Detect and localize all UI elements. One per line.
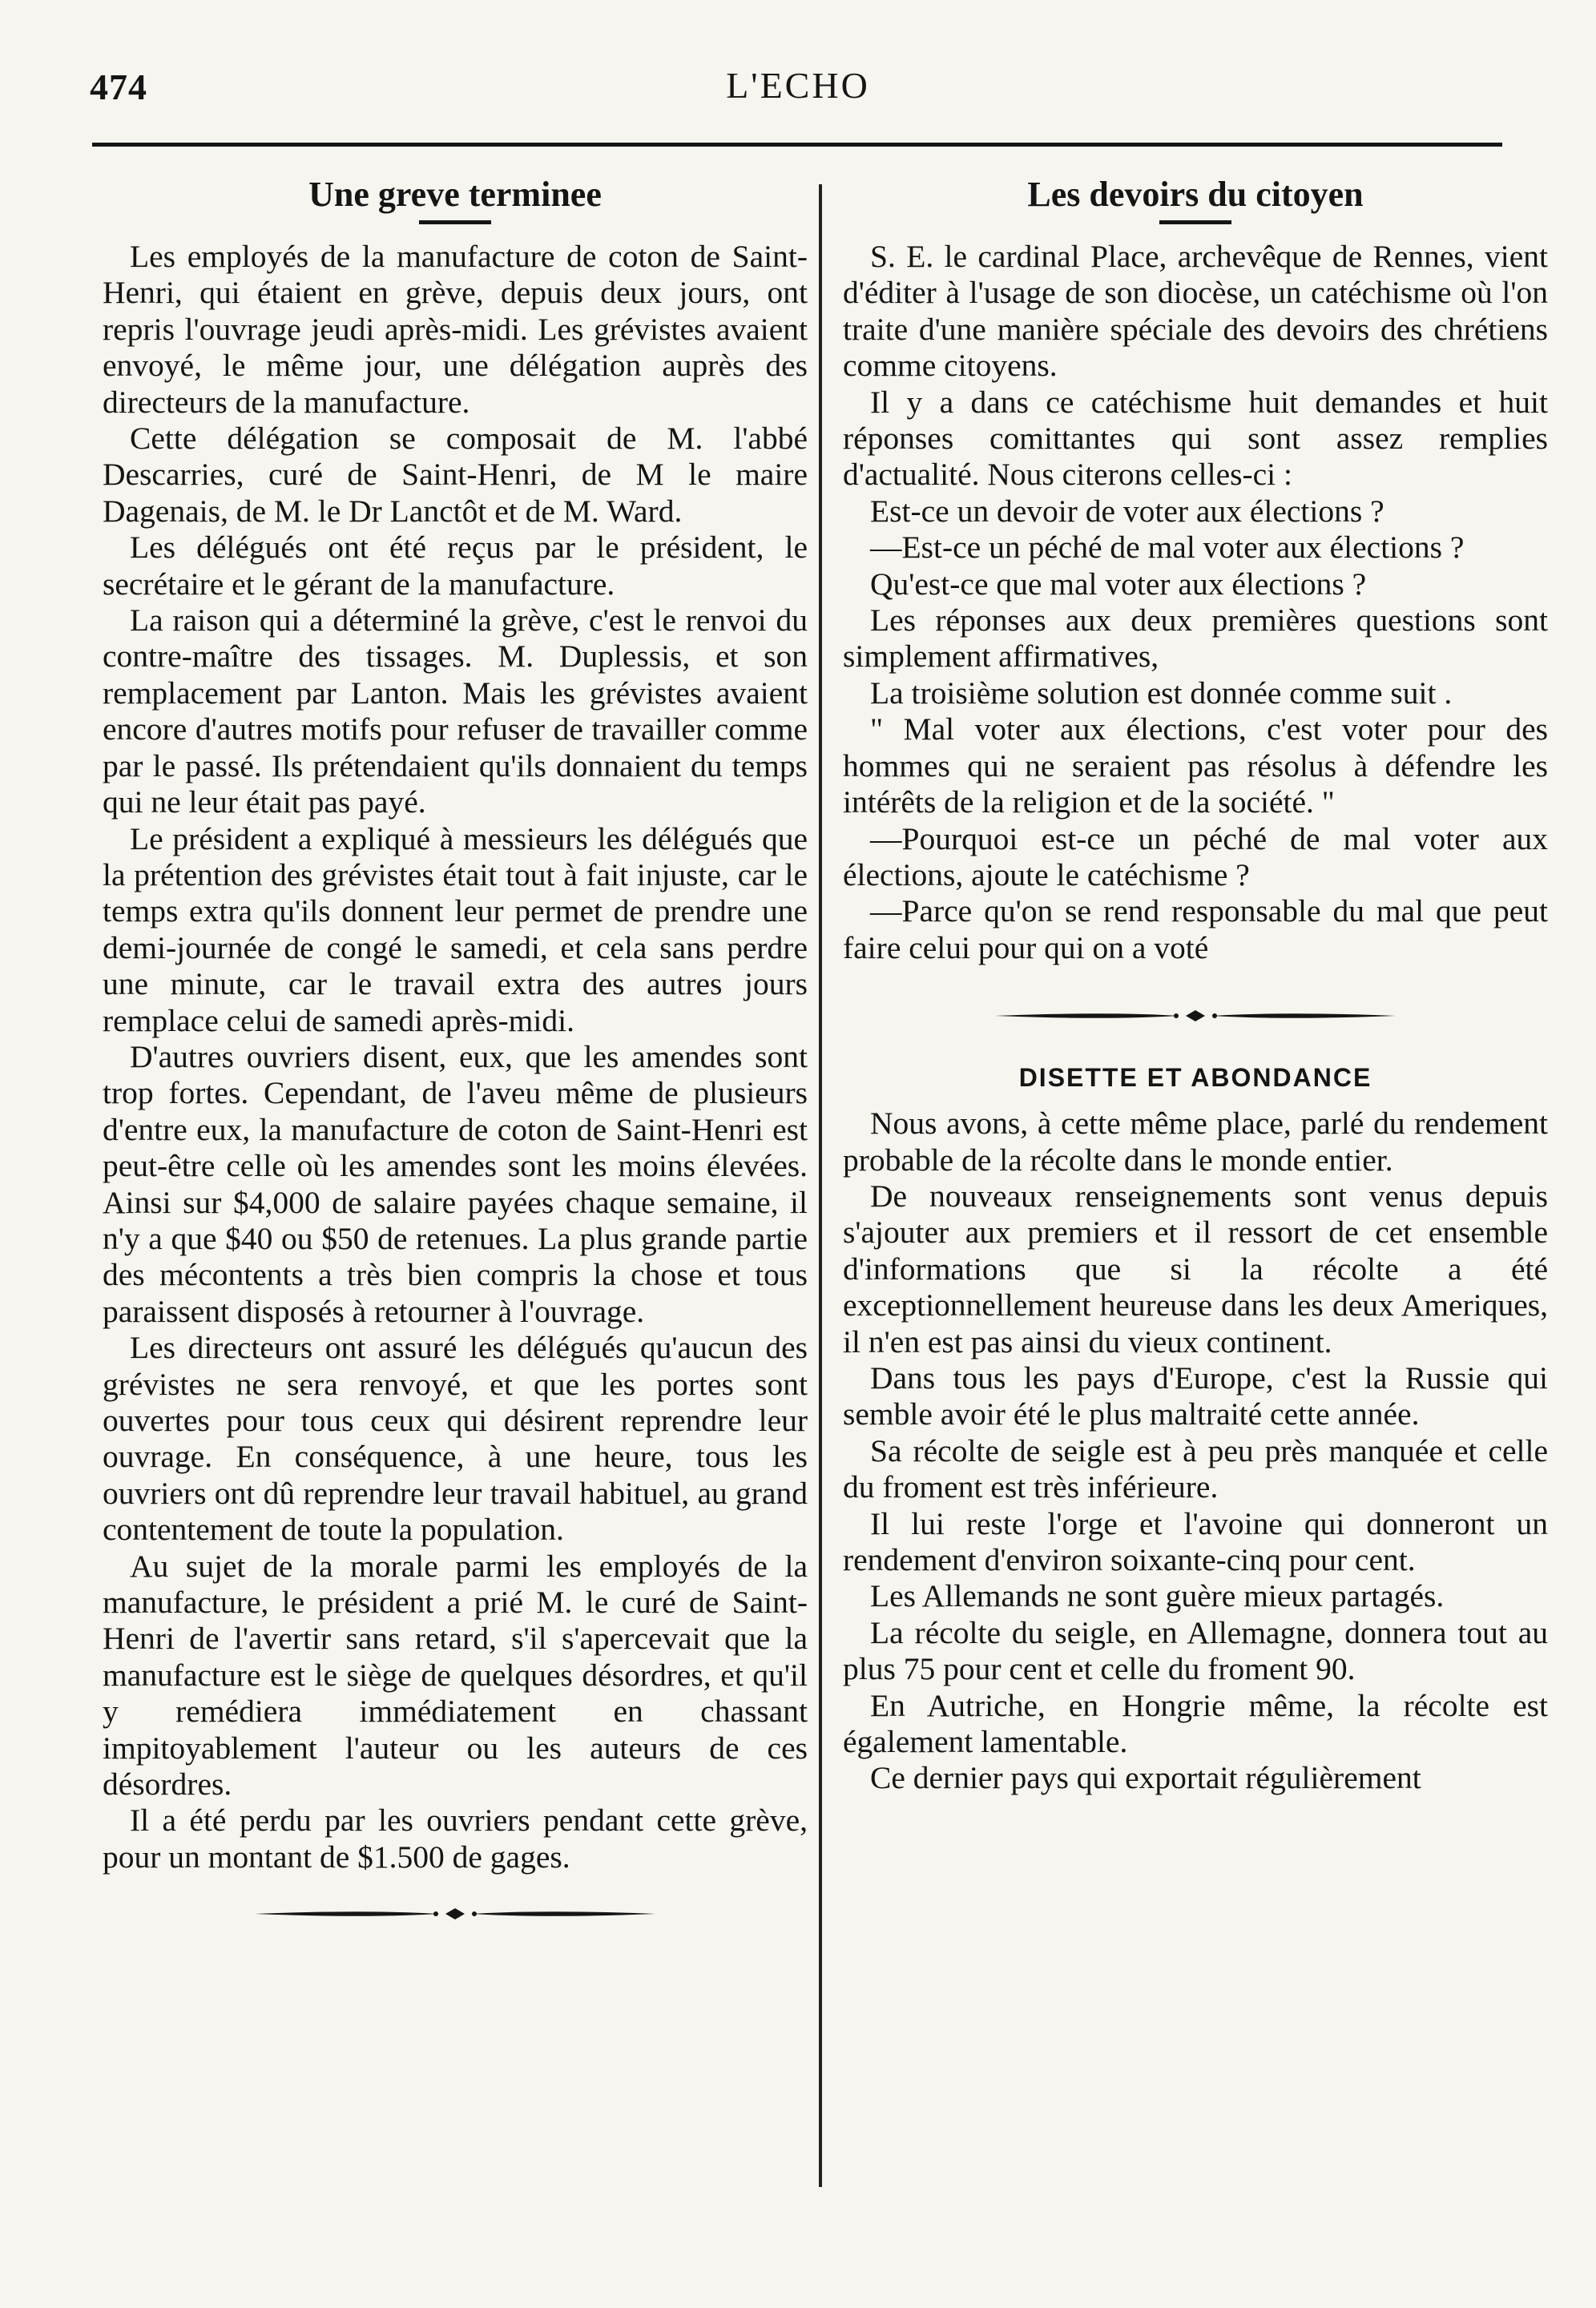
paragraph: La raison qui a déterminé la grève, c'est le renvoi du contre-maître des tissages. M. Duplessis, et son remplacement par Lanton. Mais les grévistes avaient encore d'autres motifs pour refuser de travailler comme par le passé. Ils prétendaient qu'ils donnaient du temps qui ne leur était pas payé.: [103, 602, 808, 820]
paragraph: " Mal voter aux élections, c'est voter pour des hommes qui ne seraient pas résolus à défendre les intérêts de la religion et de la société. ": [843, 711, 1548, 820]
top-rule: [92, 143, 1502, 147]
paragraph: Les directeurs ont assuré les délégués qu'aucun des grévistes ne sera renvoyé, et que les portes sont ouvertes pour tous ceux qui désirent reprendre leur ouvrage. En conséquence, à une heure, tous les ouvriers ont dû reprendre leur travail habituel, au grand contentement de toute la population.: [103, 1330, 808, 1548]
paragraph: Les réponses aux deux premières questions sont simplement affirmatives,: [843, 602, 1548, 675]
article-body-greve: [103, 239, 808, 1875]
paragraph: La troisième solution est donnée comme suit .: [870, 675, 1453, 711]
paragraph: Les employés de la manufacture de coton de Saint-Henri, qui étaient en grève, depuis deux jours, ont repris l'ouvrage jeudi après-midi. Les grévistes avaient envoyé, le même jour, une délégation auprès des directeurs de la manufacture.: [103, 239, 808, 420]
paragraph: Les Allemands ne sont guère mieux partagés.: [870, 1578, 1445, 1614]
paragraph: Est-ce un devoir de voter aux élections ?: [870, 493, 1384, 529]
paragraph: —Parce qu'on se rend responsable du mal que peut faire celui pour qui on a voté: [843, 893, 1548, 965]
paragraph: Il a été perdu par les ouvriers pendant cette grève, pour un montant de $1.500 de gages.: [103, 1802, 808, 1875]
article-headline-greve: Une greve terminee: [308, 175, 602, 214]
ornament-divider: [255, 1906, 655, 1922]
paragraph: Il y a dans ce catéchisme huit demandes et huit réponses comittantes qui sont assez remplies d'actualité. Nous citerons celles-ci :: [843, 384, 1548, 493]
article-headline-devoirs: Les devoirs du citoyen: [1027, 175, 1364, 214]
paragraph: —Est-ce un péché de mal voter aux élections ?: [870, 530, 1465, 566]
headline-rule: [419, 220, 491, 224]
paragraph: Nous avons, à cette même place, parlé du rendement probable de la récolte dans le monde entier.: [843, 1106, 1548, 1178]
column-divider: [819, 184, 822, 2187]
paragraph: Qu'est-ce que mal voter aux élections ?: [870, 566, 1367, 602]
paragraph: Les délégués ont été reçus par le président, le secrétaire et le gérant de la manufacture.: [103, 530, 808, 602]
paragraph: Sa récolte de seigle est à peu près manquée et celle du froment est très inférieure.: [843, 1432, 1548, 1505]
article-body-devoirs: [843, 239, 1548, 966]
paragraph: Il lui reste l'orge et l'avoine qui donneront un rendement d'environ soixante-cinq pour cent.: [843, 1505, 1548, 1577]
article-body-disette: [843, 1106, 1548, 1797]
page-title: L'ECHO: [726, 65, 870, 106]
ornament-divider: [995, 1008, 1396, 1024]
headline-rule: [1159, 220, 1231, 224]
paragraph: Au sujet de la morale parmi les employés de la manufacture, le président a prié M. le curé de Saint-Henri de l'avertir sans retard, s'il s'apercevait que la manufacture est le siège de quelques désordres, et qu'il y remédiera immédiatement en chassant impitoyablement l'auteur ou les auteurs de ces désordres.: [103, 1548, 808, 1802]
article-headline-disette: DISETTE ET ABONDANCE: [1018, 1063, 1372, 1093]
paragraph: La récolte du seigle, en Allemagne, donnera tout au plus 75 pour cent et celle du froment 90.: [843, 1614, 1548, 1687]
paragraph: Le président a expliqué à messieurs les délégués que la prétention des grévistes était tout à fait injuste, car le temps extra qu'ils donnent leur permet de prendre une demi-journée de congé le samedi, et cela sans perdre une minute, car le travail extra des autres jours remplace celui de samedi après-midi.: [103, 820, 808, 1038]
paragraph: Cette délégation se composait de M. l'abbé Descarries, curé de Saint-Henri, de M le maire Dagenais, de M. le Dr Lanctôt et de M. Ward.: [103, 421, 808, 529]
right-column: [843, 172, 1548, 1797]
paragraph: —Pourquoi est-ce un péché de mal voter aux élections, ajoute le catéchisme ?: [843, 820, 1548, 892]
paragraph: Dans tous les pays d'Europe, c'est la Russie qui semble avoir été le plus maltraité cette année.: [843, 1359, 1548, 1432]
left-column: [103, 172, 808, 1922]
paragraph: En Autriche, en Hongrie même, la récolte est également lamentable.: [843, 1687, 1548, 1760]
paragraph: De nouveaux renseignements sont venus depuis s'ajouter aux premiers et il ressort de cet ensemble d'informations que si la récolte a été exceptionnellement heureuse dans les deux Ameriques, il n'en est pas ainsi du vieux continent.: [843, 1178, 1548, 1359]
paragraph: S. E. le cardinal Place, archevêque de Rennes, vient d'éditer à l'usage de son diocèse, un catéchisme où l'on traite d'une manière spéciale des devoirs des chrétiens comme citoyens.: [843, 239, 1548, 384]
paragraph: Ce dernier pays qui exportait régulièrement: [870, 1760, 1421, 1796]
page-number: 474: [90, 66, 147, 107]
paragraph: D'autres ouvriers disent, eux, que les amendes sont trop fortes. Cependant, de l'aveu même de plusieurs d'entre eux, la manufacture de coton de Saint-Henri est peut-être celle où les amendes sont les moins élevées. Ainsi sur $4,000 de salaire payées chaque semaine, il n'y a que $40 ou $50 de retenues. La plus grande partie des mécontents a très bien compris la chose et tous paraissent disposés à retourner à l'ouvrage.: [103, 1038, 808, 1329]
